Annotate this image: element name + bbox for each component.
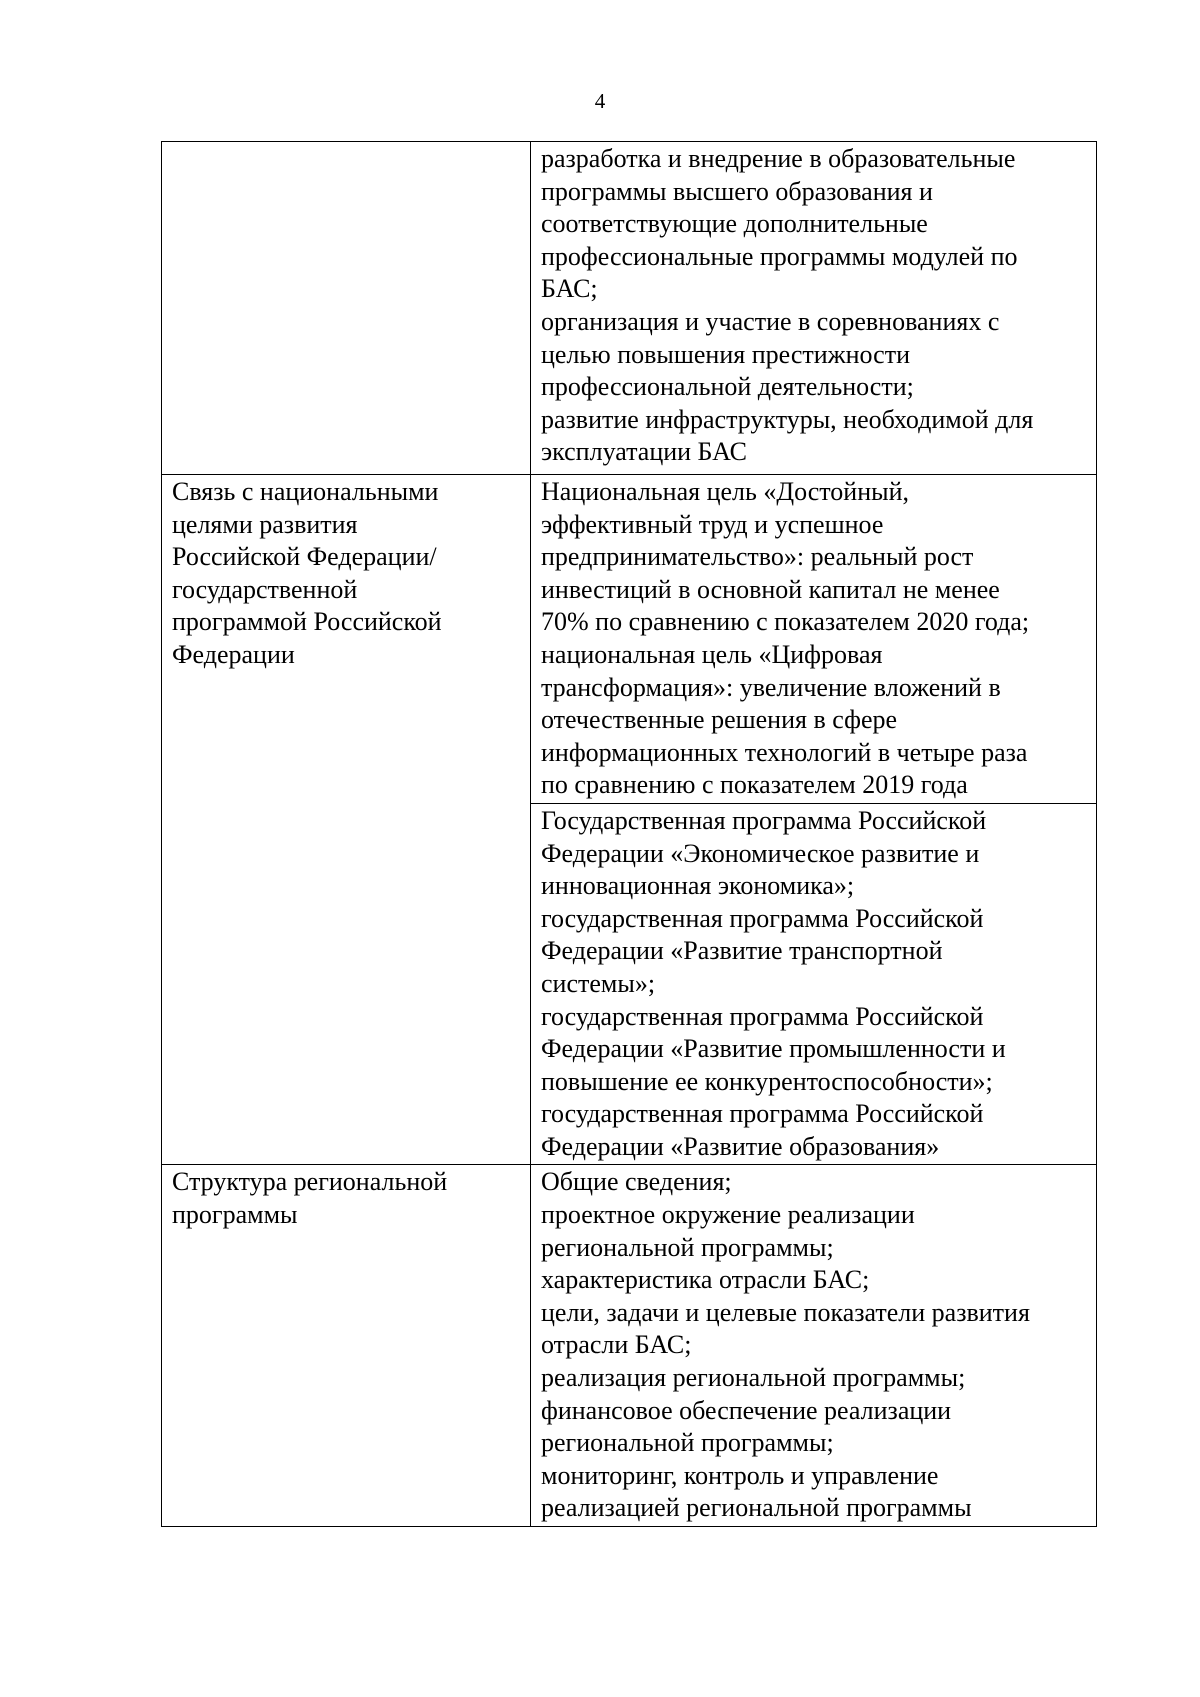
cell-text-line: профессиональной деятельности; — [541, 372, 914, 402]
cell-text-line: финансовое обеспечение реализации — [541, 1395, 952, 1425]
cell-text-line: инновационная экономика»; — [541, 871, 855, 901]
page-number: 4 — [594, 89, 606, 113]
cell-text-line: программы — [172, 1200, 298, 1230]
national-goals-label-cell — [162, 475, 531, 1165]
program-table — [161, 141, 1097, 1527]
structure-label-cell — [162, 1165, 531, 1527]
cell-text-line: целью повышения престижности — [541, 339, 910, 369]
cell-text-line: Федерации «Развитие транспортной — [541, 936, 943, 966]
cell-text-line: Связь с национальными — [172, 477, 439, 506]
cell-text-line: Федерации — [172, 639, 295, 669]
row1-content-cell — [531, 142, 1097, 475]
cell-text-line: предпринимательство»: реальный рост — [541, 542, 974, 572]
cell-text-line: 70% по сравнению с показателем 2020 года; — [541, 607, 1030, 637]
cell-text-line: Структура региональной — [172, 1167, 448, 1197]
cell-text-line: целями развития — [172, 509, 358, 539]
cell-text-line: государственная программа Российской — [541, 903, 984, 933]
cell-text-line: Федерации «Развитие образования» — [541, 1131, 940, 1161]
cell-text-line: национальная цель «Цифровая — [541, 639, 883, 669]
cell-text-line: эффективный труд и успешное — [541, 509, 884, 539]
cell-text-line: цели, задачи и целевые показатели развития — [541, 1297, 1030, 1327]
cell-text-line: БАС; — [541, 274, 598, 304]
cell-text-line: профессиональные программы модулей по — [541, 241, 1018, 271]
cell-text-line: Российской Федерации/ — [172, 542, 437, 572]
cell-text-line: мониторинг, контроль и управление — [541, 1460, 939, 1490]
cell-text-line: отрасли БАС; — [541, 1330, 692, 1360]
cell-text-line: Федерации «Экономическое развитие и — [541, 838, 980, 868]
cell-text-line: соответствующие дополнительные — [541, 209, 928, 239]
cell-text-line: трансформация»: увеличение вложений в — [541, 672, 1001, 702]
cell-text-line: реализацией региональной программы — [541, 1493, 972, 1523]
row1-label-cell — [162, 142, 531, 475]
cell-text-line: государственная программа Российской — [541, 1099, 984, 1129]
cell-text-line: реализация региональной программы; — [541, 1363, 966, 1393]
cell-text-line: проектное окружение реализации — [541, 1200, 915, 1230]
cell-text-line: по сравнению с показателем 2019 года — [541, 770, 968, 800]
cell-text-line: отечественные решения в сфере — [541, 705, 898, 735]
cell-text-line: повышение ее конкурентоспособности»; — [541, 1066, 993, 1096]
cell-text-line: региональной программы; — [541, 1428, 834, 1458]
table-row — [162, 1165, 1097, 1527]
cell-text-line: развитие инфраструктуры, необходимой для — [541, 404, 1034, 434]
cell-text-line: государственной — [172, 574, 358, 604]
cell-text-line: программой Российской — [172, 607, 442, 637]
structure-content-cell — [531, 1165, 1097, 1527]
national-goals-content-cell — [531, 475, 1097, 804]
table-row — [162, 475, 1097, 804]
cell-text-line: Национальная цель «Достойный, — [541, 477, 910, 506]
cell-text-line: Государственная программа Российской — [541, 805, 987, 835]
cell-text-line: региональной программы; — [541, 1232, 834, 1262]
cell-text-line: государственная программа Российской — [541, 1001, 984, 1031]
cell-text-line: инвестиций в основной капитал не менее — [541, 574, 1000, 604]
table-row — [162, 142, 1097, 475]
state-programs-content-cell — [531, 803, 1097, 1165]
cell-text-line: информационных технологий в четыре раза — [541, 737, 1028, 767]
cell-text-line: организация и участие в соревнованиях с — [541, 306, 1000, 336]
cell-text-line: эксплуатации БАС — [541, 437, 747, 467]
cell-text-line: системы»; — [541, 968, 656, 998]
cell-text-line: разработка и внедрение в образовательные — [541, 144, 1016, 173]
cell-text-line: Общие сведения; — [541, 1167, 732, 1197]
cell-text-line: характеристика отрасли БАС; — [541, 1265, 870, 1295]
cell-text-line: программы высшего образования и — [541, 176, 933, 206]
cell-text-line: Федерации «Развитие промышленности и — [541, 1034, 1006, 1064]
